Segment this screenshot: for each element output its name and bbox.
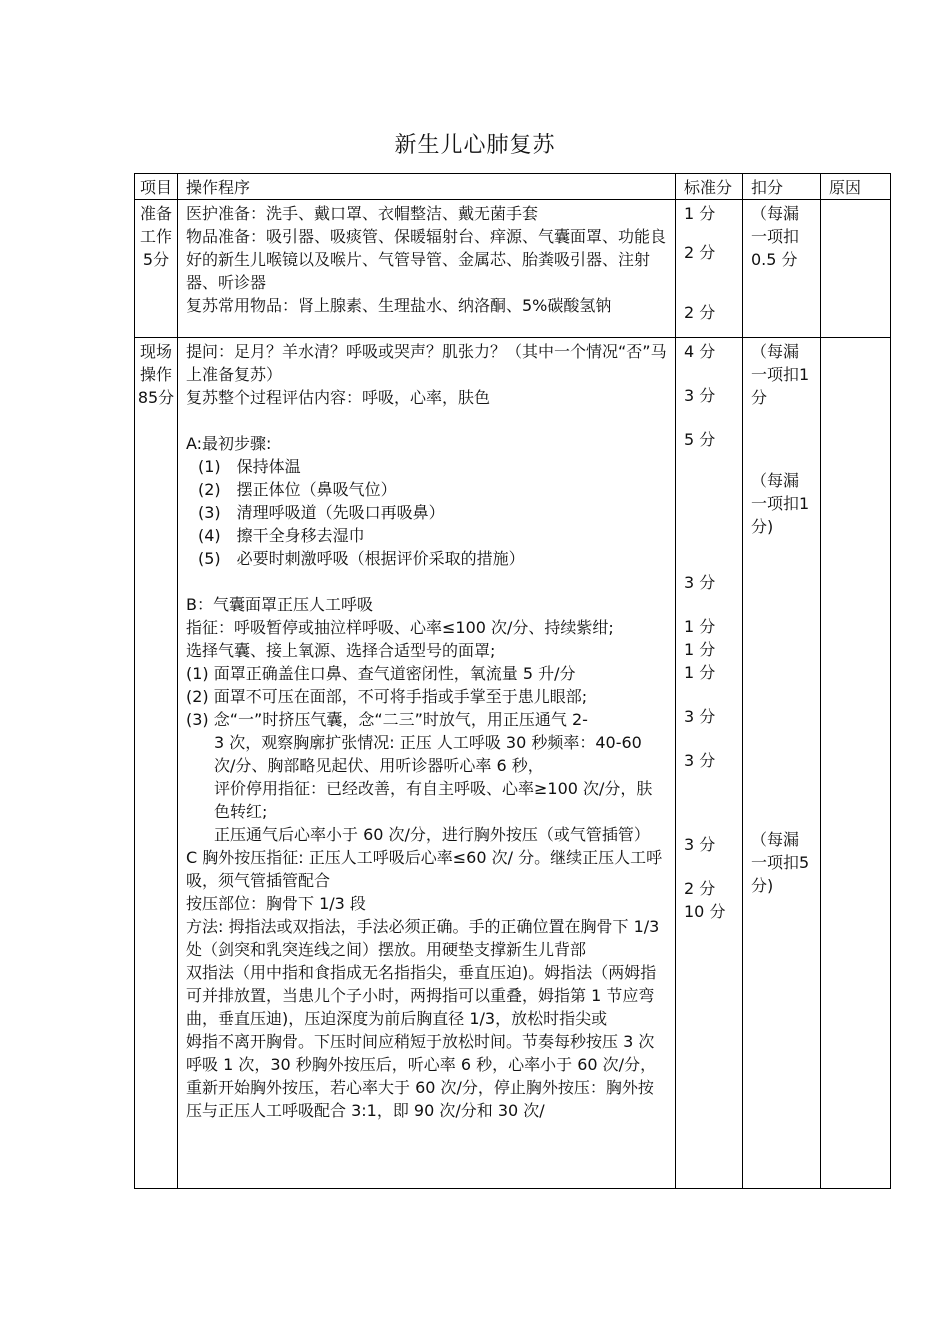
step-c-line: C 胸外按压指征: 正压人工呼吸后心率≤60 次/ 分。继续正压人工呼吸，须气管插管配合 (186, 848, 663, 890)
header-reason: 原因 (821, 174, 891, 200)
score: 1 分 (684, 640, 716, 659)
assess-line: 复苏整个过程评估内容：呼吸，心率，肤色 (186, 388, 491, 407)
scoring-table (134, 173, 891, 1189)
step-b-line: 正压通气后心率小于 60 次/分，进行胸外按压（或气管插管） (214, 825, 650, 844)
header-item: 项目 (135, 174, 178, 200)
step-c-line: 按压部位：胸骨下 1/3 段 (186, 894, 366, 913)
field-deducts (743, 338, 821, 1189)
step-a-title: A:最初步骤: (186, 434, 272, 453)
score: 4 分 (684, 342, 716, 361)
field-scores (676, 338, 743, 1189)
step-c-line: 双指法（用中指和食指成无名指指尖，垂直压迫)。姆指法（两姆指可并排放置，当患儿个子小时，两拇指可以重叠，姆指第 1 节应弯曲，垂直压迪)，压迫深度为前后胸直径 1/3，放松时指尖或 (186, 963, 657, 1028)
prep-scores (676, 200, 743, 338)
deduct-note: （每漏一项扣1 分 (751, 342, 810, 407)
header-row (135, 174, 891, 200)
step-b-title: B：气囊面罩正压人工呼吸 (186, 595, 373, 614)
step-c-line: 方法: 拇指法或双指法，手法必须正确。手的正确位置在胸骨下 1/3 处（剑突和乳突连线之间）摆放。用硬垫支撑新生儿背部 (186, 917, 660, 959)
header-procedure: 操作程序 (178, 174, 676, 200)
score: 1 分 (684, 204, 716, 223)
field-row (135, 338, 891, 1189)
prep-line: 复苏常用物品：肾上腺素、生理盐水、纳洛酮、5%碳酸氢钠 (186, 296, 612, 315)
score: 2 分 (684, 879, 716, 898)
prep-category: 准备工作5分 (135, 200, 178, 338)
prep-procedure (178, 200, 676, 338)
score: 3 分 (684, 573, 716, 592)
score: 5 分 (684, 430, 716, 449)
prep-line: 物品准备：吸引器、吸痰管、保暖辐射台、痒源、气囊面罩、功能良好的新生儿喉镜以及喉片、气管导管、金属芯、胎粪吸引器、注射器、听诊器 (186, 227, 667, 292)
score: 3 分 (684, 751, 716, 770)
step-b-line: 指征：呼吸暂停或抽泣样呼吸、心率≤100 次/分、持续紫绀; (186, 618, 614, 637)
score: 1 分 (684, 617, 716, 636)
score: 3 分 (684, 835, 716, 854)
score: 3 分 (684, 707, 716, 726)
deduct-note: （每漏一项扣5 分) (751, 830, 810, 895)
prep-row (135, 200, 891, 338)
step-b-line: (3) 念“一”时挤压气囊，念“二三”时放气，用正压通气 2- (186, 710, 588, 729)
step-b-line: (1) 面罩正确盖住口鼻、查气道密闭性，氧流量 5 升/分 (186, 664, 576, 683)
prep-reason (821, 200, 891, 338)
prep-deduct: （每漏一项扣0.5 分 (743, 200, 821, 338)
header-standard: 标准分 (676, 174, 743, 200)
step-b-line: 评价停用指征：已经改善，有自主呼吸、心率≥100 次/分，肤色转红; (214, 779, 653, 821)
score: 2 分 (684, 303, 716, 322)
step-a-item: (3) 清理呼吸道（先吸口再吸鼻） (198, 503, 445, 522)
field-category: 现场操作85分 (135, 338, 178, 1189)
step-a-item: (5) 必要时刺激呼吸（根据评价采取的措施） (198, 549, 525, 568)
field-procedure (178, 338, 676, 1189)
deduct-note: （每漏一项扣1 分) (751, 471, 810, 536)
step-a-item: (4) 擦干全身移去湿巾 (198, 526, 365, 545)
field-reason (821, 338, 891, 1189)
score: 10 分 (684, 902, 726, 921)
step-b-line: (2) 面罩不可压在面部，不可将手指或手掌至于患儿眼部; (186, 687, 588, 706)
header-deduct: 扣分 (743, 174, 821, 200)
prep-line: 医护准备：洗手、戴口罩、衣帽整洁、戴无菌手套 (186, 204, 539, 223)
step-b-line: 3 次，观察胸廓扩张情况: 正压 人工呼吸 30 秒频率：40-60 次/分、胸部略见起伏、用听诊器听心率 6 秒， (214, 733, 642, 775)
score: 2 分 (684, 243, 716, 262)
step-c-line: 姆指不离开胸骨。下压时间应稍短于放松时间。节奏每秒按压 3 次呼吸 1 次，30 秒胸外按压后，听心率 6 秒，心率小于 60 次/分，重新开始胸外按压，若心率大于 60 次/分，停止胸外按压：胸外按压与正压人工呼吸配合 3:1，即 90 次/分和 30 次/ (186, 1032, 657, 1120)
step-a-item: (1) 保持体温 (198, 457, 301, 476)
document-title: 新生儿心肺复苏 (394, 133, 556, 158)
question-line: 提问：足月？羊水清？呼吸或哭声？肌张力？（其中一个情况“否”马上准备复苏） (186, 342, 667, 384)
step-b-line: 选择气囊、接上氧源、选择合适型号的面罩; (186, 641, 496, 660)
score: 1 分 (684, 663, 716, 682)
step-a-item: (2) 摆正体位（鼻吸气位） (198, 480, 397, 499)
score: 3 分 (684, 386, 716, 405)
